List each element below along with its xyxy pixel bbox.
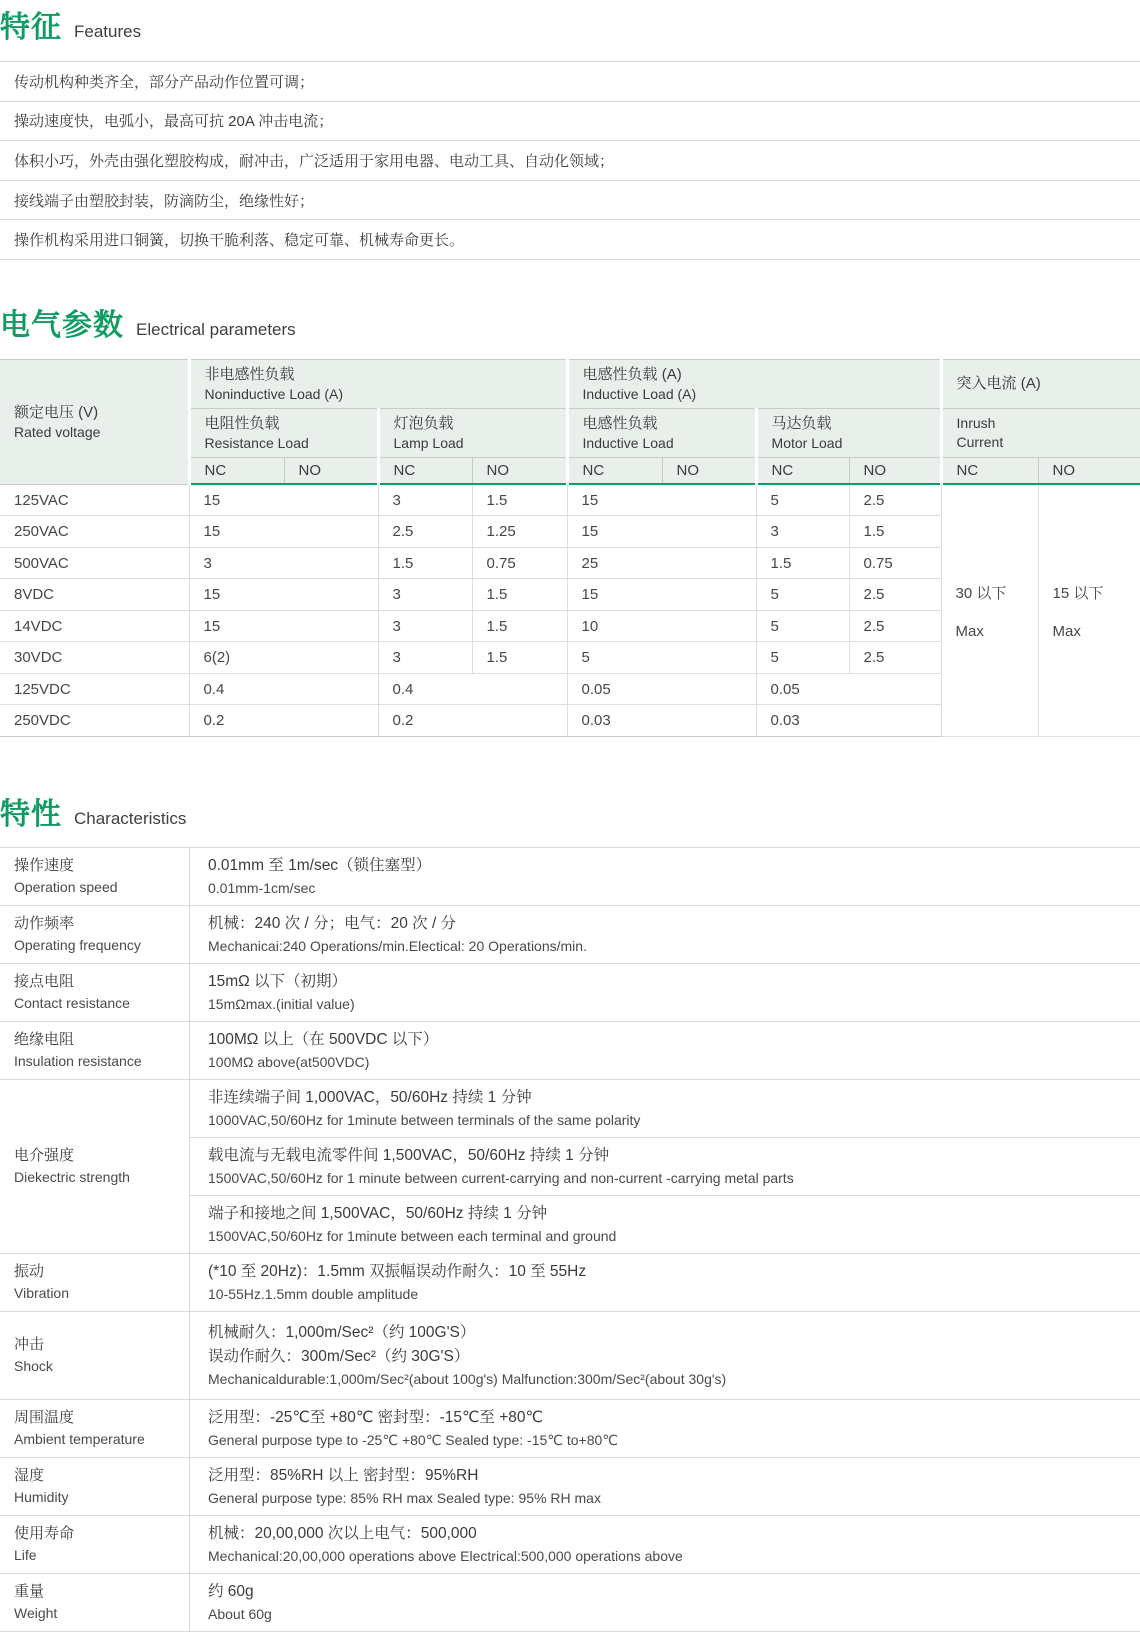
col-lamp-no: NO [472, 457, 567, 484]
resistance-value: 3 [189, 547, 378, 579]
motor-no-value: 0.75 [849, 547, 941, 579]
row-weight [0, 1574, 1140, 1632]
label-en: Ambient temperature [14, 1431, 145, 1448]
row-label [0, 1458, 190, 1515]
lamp-en: Lamp Load [393, 434, 464, 451]
header-noninductive-group [189, 359, 567, 408]
row-value [190, 1400, 1140, 1457]
inductive-group-zh: 电感性负载 (A) [582, 365, 682, 383]
lamp-nc-value: 3 [378, 484, 472, 516]
label-en: Insulation resistance [14, 1053, 142, 1070]
header-inrush-current [941, 408, 1140, 457]
inrush-nc-cell [941, 484, 1038, 736]
voltage-cell: 30VDC [0, 642, 189, 674]
value-zh: 非连续端子间 1,000VAC，50/60Hz 持续 1 分钟 [208, 1088, 532, 1106]
col-motor-no: NO [849, 457, 941, 484]
label-zh: 动作频率 [14, 915, 75, 933]
features-title-en: Features [74, 22, 142, 41]
resistance-value: 0.4 [189, 673, 378, 705]
lamp-value: 0.4 [378, 673, 567, 705]
label-en: Contact resistance [14, 995, 130, 1012]
value-en: 10-55Hz.1.5mm double amplitude [208, 1285, 419, 1302]
value-zh: 载电流与无载电流零件间 1,500VAC，50/60Hz 持续 1 分钟 [208, 1146, 610, 1164]
col-motor-nc: NC [756, 457, 849, 484]
row-label [0, 848, 190, 905]
electrical-title-zh: 电气参数 [0, 308, 124, 342]
features-title [0, 2, 1140, 46]
characteristics-table [0, 847, 1140, 1632]
label-en: Operation speed [14, 879, 118, 896]
value-zh: 0.01mm 至 1m/sec（锁住塞型） [208, 856, 432, 874]
features-title-zh: 特征 [0, 11, 62, 44]
inductive-value: 25 [567, 547, 756, 579]
noninductive-en: Noninductive Load (A) [204, 385, 344, 402]
value-en: About 60g [208, 1605, 272, 1622]
value-en: General purpose type: 85% RH max Sealed type: 95% RH max [208, 1489, 601, 1506]
row-label [0, 906, 190, 963]
voltage-cell: 125VDC [0, 673, 189, 705]
voltage-cell: 500VAC [0, 547, 189, 579]
characteristics-title-en: Characteristics [74, 808, 187, 828]
value-zh: (*10 至 20Hz)：1.5mm 双振幅误动作耐久：10 至 55Hz [208, 1262, 587, 1280]
dielectric-subrows [190, 1080, 1140, 1253]
motor-no-value: 2.5 [849, 484, 941, 516]
characteristics-section [0, 789, 1140, 1632]
electrical-title-en: Electrical parameters [136, 319, 296, 339]
label-zh: 电介强度 [14, 1147, 75, 1165]
lamp-no-value: 1.5 [472, 484, 567, 516]
label-en: Vibration [14, 1285, 70, 1302]
value-zh-line2: 误动作耐久：300m/Sec²（约 30G'S） [208, 1347, 470, 1365]
characteristics-title [0, 789, 1140, 833]
resistance-value: 15 [189, 579, 378, 611]
feature-item: 体积小巧，外壳由强化塑胶构成，耐冲击，广泛适用于家用电器、电动工具、自动化领域； [0, 141, 1140, 181]
voltage-cell: 125VAC [0, 484, 189, 516]
col-resistance-no: NO [284, 457, 378, 484]
value-en: General purpose type to -25℃ +80℃ Sealed type: -15℃ to+80℃ [208, 1431, 619, 1448]
label-zh: 周围温度 [14, 1409, 75, 1427]
motor-en: Motor Load [771, 434, 843, 451]
lamp-no-value: 1.5 [472, 642, 567, 674]
label-zh: 操作速度 [14, 857, 75, 875]
header-inductive-group [567, 359, 941, 408]
value-zh: 机械：240 次 / 分；电气：20 次 / 分 [208, 914, 457, 932]
inductive-value: 0.03 [567, 705, 756, 737]
value-zh: 100MΩ 以上（在 500VDC 以下） [208, 1030, 439, 1048]
motor-value: 0.03 [756, 705, 941, 737]
row-label [0, 1254, 190, 1311]
rated-voltage-zh: 额定电压 (V) [14, 403, 99, 421]
lamp-nc-value: 3 [378, 642, 472, 674]
voltage-cell: 250VDC [0, 705, 189, 737]
col-resistance-nc: NC [189, 457, 284, 484]
col-inrush-nc: NC [941, 457, 1038, 484]
inrush-nc-max-en: Max [955, 622, 984, 640]
col-lamp-nc: NC [378, 457, 472, 484]
row-insulation-resistance [0, 1022, 1140, 1080]
motor-nc-value: 1.5 [756, 547, 849, 579]
lamp-no-value: 0.75 [472, 547, 567, 579]
lamp-nc-value: 3 [378, 579, 472, 611]
row-value [190, 1516, 1140, 1573]
value-en: Mechanical:20,00,000 operations above Electrical:500,000 operations above [208, 1547, 683, 1564]
feature-item: 接线端子由塑胶封装，防滴防尘，绝缘性好； [0, 181, 1140, 221]
lamp-value: 0.2 [378, 705, 567, 737]
value-zh: 15mΩ 以下（初期） [208, 972, 348, 990]
feature-item: 操作机构采用进口铜簧，切换干脆利落、稳定可靠、机械寿命更长。 [0, 220, 1140, 260]
label-zh: 绝缘电阻 [14, 1031, 75, 1049]
electrical-table [0, 359, 1140, 737]
row-ambient-temperature [0, 1400, 1140, 1458]
col-inductive-no: NO [662, 457, 756, 484]
row-value [190, 1022, 1140, 1079]
header-resistance-load [189, 408, 378, 457]
characteristics-title-zh: 特性 [0, 797, 62, 831]
row-operating-frequency [0, 906, 1140, 964]
voltage-cell: 8VDC [0, 579, 189, 611]
inductive-value: 0.05 [567, 673, 756, 705]
row-label [0, 964, 190, 1021]
header-inrush-group [941, 359, 1140, 408]
row-label [0, 1574, 190, 1631]
lamp-no-value: 1.25 [472, 516, 567, 548]
resistance-zh: 电阻性负载 [204, 414, 280, 432]
value-zh-line1: 机械耐久：1,000m/Sec²（约 100G'S） [208, 1323, 476, 1341]
motor-nc-value: 5 [756, 610, 849, 642]
row-value [190, 848, 1140, 905]
header-lamp-load [378, 408, 567, 457]
value-en: 15mΩmax.(initial value) [208, 995, 355, 1012]
header-inductive-load [567, 408, 756, 457]
inductive-value: 15 [567, 484, 756, 516]
col-inrush-no: NO [1038, 457, 1140, 484]
inrush-zh: 突入电流 (A) [956, 375, 1041, 393]
feature-item: 传动机构种类齐全，部分产品动作位置可调； [0, 62, 1140, 102]
voltage-cell: 14VDC [0, 610, 189, 642]
label-zh: 使用寿命 [14, 1525, 75, 1543]
inductive-value: 5 [567, 642, 756, 674]
row-label [0, 1312, 190, 1399]
label-zh: 湿度 [14, 1467, 45, 1485]
row-dielectric-strength [0, 1080, 1140, 1254]
label-en: Diekectric strength [14, 1169, 130, 1186]
row-contact-resistance [0, 964, 1140, 1022]
features-section [0, 2, 1140, 260]
inrush-en-line1: Inrush [956, 414, 996, 431]
row-value [190, 964, 1140, 1021]
row-value [190, 906, 1140, 963]
value-en: 1000VAC,50/60Hz for 1minute between terminals of the same polarity [208, 1111, 641, 1128]
features-list [0, 61, 1140, 260]
value-en: Mechanicai:240 Operations/min.Electical: 20 Operations/min. [208, 937, 587, 954]
motor-no-value: 1.5 [849, 516, 941, 548]
row-label [0, 1022, 190, 1079]
row-value [190, 1458, 1140, 1515]
row-value [190, 1312, 1140, 1399]
label-en: Life [14, 1547, 37, 1564]
motor-nc-value: 5 [756, 642, 849, 674]
table-row [0, 484, 1140, 516]
value-zh: 约 60g [208, 1582, 254, 1600]
row-vibration [0, 1254, 1140, 1312]
inductive-en: Inductive Load [582, 434, 674, 451]
inductive-value: 15 [567, 579, 756, 611]
label-zh: 振动 [14, 1263, 45, 1281]
lamp-nc-value: 1.5 [378, 547, 472, 579]
motor-nc-value: 3 [756, 516, 849, 548]
col-inductive-nc: NC [567, 457, 662, 484]
header-motor-load [756, 408, 941, 457]
value-en: 1500VAC,50/60Hz for 1 minute between current-carrying and non-current -carrying metal parts [208, 1169, 794, 1186]
row-label [0, 1400, 190, 1457]
inductive-value: 10 [567, 610, 756, 642]
inrush-no-cell [1038, 484, 1140, 736]
resistance-value: 0.2 [189, 705, 378, 737]
value-en: 1500VAC,50/60Hz for 1minute between each terminal and ground [208, 1227, 617, 1244]
label-zh: 接点电阻 [14, 973, 75, 991]
lamp-zh: 灯泡负载 [393, 414, 454, 432]
inductive-group-en: Inductive Load (A) [582, 385, 697, 402]
label-en: Weight [14, 1605, 58, 1622]
inrush-no-max-en: Max [1052, 622, 1081, 640]
value-zh: 端子和接地之间 1,500VAC，50/60Hz 持续 1 分钟 [208, 1204, 548, 1222]
value-zh: 泛用型：-25℃至 +80℃ 密封型：-15℃至 +80℃ [208, 1408, 543, 1426]
label-zh: 冲击 [14, 1336, 45, 1354]
motor-zh: 马达负载 [771, 414, 832, 432]
motor-no-value: 2.5 [849, 579, 941, 611]
electrical-title [0, 300, 1140, 344]
lamp-nc-value: 3 [378, 610, 472, 642]
feature-item: 操动速度快，电弧小，最高可抗 20A 冲击电流； [0, 102, 1140, 142]
value-en: 100MΩ above(at500VDC) [208, 1053, 370, 1070]
row-value [190, 1574, 1140, 1631]
voltage-cell: 250VAC [0, 516, 189, 548]
noninductive-zh: 非电感性负载 [204, 365, 295, 383]
rated-voltage-en: Rated voltage [14, 423, 101, 440]
label-en: Humidity [14, 1489, 69, 1506]
motor-value: 0.05 [756, 673, 941, 705]
motor-no-value: 2.5 [849, 642, 941, 674]
lamp-no-value: 1.5 [472, 579, 567, 611]
dielectric-subrow [190, 1137, 1140, 1195]
lamp-no-value: 1.5 [472, 610, 567, 642]
inrush-en-line2: Current [956, 433, 1004, 450]
resistance-value: 15 [189, 516, 378, 548]
row-operation-speed [0, 848, 1140, 906]
resistance-value: 15 [189, 610, 378, 642]
row-shock [0, 1312, 1140, 1400]
electrical-parameters-section [0, 300, 1140, 737]
dielectric-subrow [190, 1080, 1140, 1137]
value-en: 0.01mm-1cm/sec [208, 879, 316, 896]
inductive-zh: 电感性负载 [582, 414, 658, 432]
lamp-nc-value: 2.5 [378, 516, 472, 548]
label-en: Operating frequency [14, 937, 141, 954]
inductive-value: 15 [567, 516, 756, 548]
resistance-en: Resistance Load [204, 434, 309, 451]
resistance-value: 15 [189, 484, 378, 516]
value-zh: 机械：20,00,000 次以上电气：500,000 [208, 1524, 477, 1542]
dielectric-subrow [190, 1195, 1140, 1253]
motor-no-value: 2.5 [849, 610, 941, 642]
row-label [0, 1516, 190, 1573]
row-humidity [0, 1458, 1140, 1516]
row-value [190, 1254, 1140, 1311]
motor-nc-value: 5 [756, 579, 849, 611]
label-zh: 重量 [14, 1583, 45, 1601]
resistance-value: 6(2) [189, 642, 378, 674]
inrush-nc-max-zh: 30 以下 [955, 584, 1007, 602]
label-en: Shock [14, 1358, 53, 1375]
value-en: Mechanicaldurable:1,000m/Sec²(about 100g's) Malfunction:300m/Sec²(about 30g's) [208, 1370, 727, 1387]
value-zh: 泛用型：85%RH 以上 密封型：95%RH [208, 1466, 479, 1484]
header-rated-voltage [0, 359, 189, 484]
inrush-no-max-zh: 15 以下 [1052, 584, 1104, 602]
row-life [0, 1516, 1140, 1574]
row-label [0, 1080, 190, 1253]
motor-nc-value: 5 [756, 484, 849, 516]
